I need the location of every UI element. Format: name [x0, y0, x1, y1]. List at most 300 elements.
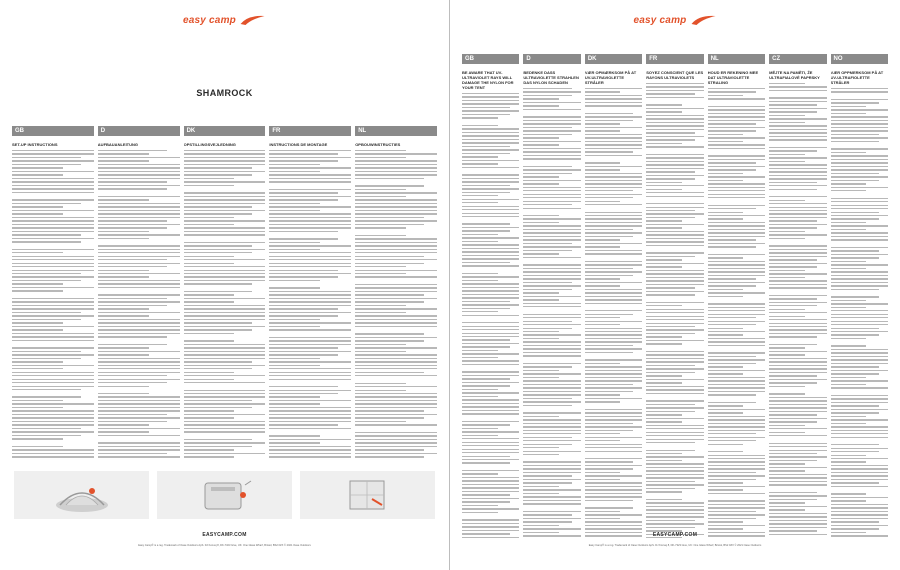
text-line	[769, 382, 817, 383]
text-line	[462, 413, 519, 414]
text-line	[462, 438, 519, 439]
text-line	[585, 194, 642, 195]
text-line	[585, 440, 621, 441]
text-line	[769, 523, 826, 524]
text-line	[585, 253, 642, 254]
text-line	[523, 341, 580, 342]
text-line	[646, 453, 682, 454]
text-line	[585, 387, 642, 388]
text-line	[831, 169, 888, 170]
text-line	[355, 164, 437, 165]
text-line	[269, 337, 351, 338]
text-line	[355, 217, 424, 218]
text-line	[269, 206, 351, 207]
text-line	[646, 509, 703, 510]
text-line	[523, 187, 580, 188]
text-line	[269, 368, 351, 369]
tent-folding-icon	[338, 475, 398, 515]
text-line	[831, 268, 867, 269]
text-line	[184, 361, 253, 362]
text-line	[355, 291, 437, 292]
text-line	[831, 504, 888, 505]
text-line	[831, 475, 888, 476]
illustration-row	[14, 470, 435, 520]
text-line	[523, 123, 580, 124]
text-line	[585, 180, 642, 181]
text-line	[708, 212, 744, 213]
text-line	[831, 296, 879, 297]
text-line	[831, 152, 867, 153]
text-line	[184, 252, 253, 253]
text-line	[184, 358, 266, 359]
text-line	[523, 268, 580, 269]
text-line	[831, 430, 888, 431]
text-line	[355, 298, 437, 299]
text-line	[646, 118, 703, 119]
text-line	[98, 157, 180, 158]
text-line	[831, 166, 888, 167]
text-line	[523, 144, 559, 145]
text-line	[585, 130, 621, 131]
text-line	[98, 365, 180, 366]
text-line	[708, 479, 756, 480]
text-line	[523, 105, 559, 106]
text-line	[523, 334, 580, 335]
text-line	[523, 352, 580, 353]
text-line	[585, 229, 633, 230]
text-line	[523, 194, 580, 195]
text-line	[12, 453, 94, 454]
text-line	[98, 231, 149, 232]
text-line	[585, 525, 642, 526]
text-line	[355, 410, 424, 411]
text-line	[184, 365, 266, 366]
text-line	[462, 403, 519, 404]
text-line	[12, 410, 94, 411]
text-line	[646, 477, 703, 478]
text-line	[708, 159, 765, 160]
text-line	[269, 245, 351, 246]
text-line	[646, 291, 703, 292]
text-line	[708, 310, 765, 311]
text-line	[769, 326, 826, 327]
text-column	[12, 142, 94, 464]
text-line	[523, 475, 571, 476]
text-line	[269, 442, 320, 443]
text-line	[523, 98, 559, 99]
text-line	[646, 404, 694, 405]
text-line	[831, 247, 888, 248]
text-line	[355, 192, 437, 193]
text-line	[12, 160, 94, 161]
text-line	[831, 222, 867, 223]
text-line	[523, 215, 559, 216]
text-line	[708, 303, 765, 304]
text-line	[708, 409, 765, 410]
text-line	[646, 343, 682, 344]
text-line	[523, 257, 580, 258]
text-line	[831, 472, 888, 473]
text-line	[462, 156, 498, 157]
text-line	[585, 127, 642, 128]
text-line	[523, 155, 580, 156]
text-line	[12, 414, 94, 415]
text-line	[269, 347, 338, 348]
text-line	[585, 468, 633, 469]
text-line	[646, 97, 703, 98]
text-line	[184, 256, 235, 257]
text-column	[462, 70, 519, 538]
text-line	[184, 428, 266, 429]
text-line	[523, 451, 580, 452]
text-line	[184, 171, 266, 172]
text-line	[708, 173, 744, 174]
text-line	[12, 181, 94, 182]
text-line	[269, 210, 320, 211]
text-line	[269, 157, 351, 158]
text-line	[708, 120, 765, 121]
text-line	[769, 83, 805, 84]
text-line	[269, 259, 351, 260]
text-line	[523, 338, 559, 339]
text-line	[831, 303, 888, 304]
text-line	[708, 338, 765, 339]
swoosh-icon	[240, 14, 266, 26]
text-line	[708, 440, 756, 441]
text-line	[769, 509, 805, 510]
text-line	[585, 282, 642, 283]
text-line	[769, 347, 805, 348]
text-line	[184, 407, 253, 408]
text-line	[98, 456, 180, 457]
text-line	[98, 312, 180, 313]
brand-name: easy camp	[633, 14, 687, 26]
text-line	[831, 201, 888, 202]
text-line	[646, 407, 703, 408]
text-line	[355, 160, 437, 161]
text-line	[355, 315, 437, 316]
text-line	[98, 178, 180, 179]
text-line	[585, 461, 633, 462]
text-line	[523, 173, 571, 174]
text-line	[462, 195, 498, 196]
text-line	[646, 90, 703, 91]
text-line	[646, 450, 694, 451]
text-line	[355, 210, 437, 211]
text-line	[585, 486, 642, 487]
text-line	[269, 242, 320, 243]
text-line	[769, 157, 826, 158]
text-line	[708, 95, 744, 96]
text-line	[523, 222, 559, 223]
text-line	[585, 482, 642, 483]
text-line	[708, 521, 744, 522]
text-line	[831, 127, 888, 128]
text-line	[831, 321, 888, 322]
text-line	[831, 250, 879, 251]
text-line	[184, 319, 266, 320]
text-line	[646, 442, 694, 443]
text-line	[585, 232, 642, 233]
text-line	[523, 328, 571, 329]
text-line	[646, 224, 703, 225]
text-line	[12, 322, 63, 323]
text-line	[585, 391, 633, 392]
text-line	[585, 201, 621, 202]
text-line	[184, 273, 266, 274]
text-line	[585, 105, 642, 106]
text-line	[708, 261, 765, 262]
text-line	[646, 460, 682, 461]
text-line	[769, 495, 826, 496]
text-line	[269, 393, 338, 394]
text-line	[98, 301, 180, 302]
text-line	[523, 416, 559, 417]
text-line	[12, 266, 94, 267]
text-line	[269, 266, 351, 267]
language-tab: D	[523, 54, 580, 64]
text-line	[98, 305, 167, 306]
text-line	[269, 365, 320, 366]
text-line	[12, 435, 81, 436]
column-heading: BE AWARE THAT UV-ULTRAVIOLET RAYS WILL DAMAGE THE NYLON FOR YOUR TENT	[462, 70, 514, 90]
text-line	[646, 432, 703, 433]
text-line	[831, 324, 888, 325]
text-line	[769, 302, 826, 303]
text-line	[269, 294, 351, 295]
text-line	[523, 511, 580, 512]
text-line	[355, 407, 437, 408]
text-line	[355, 446, 437, 447]
text-line	[831, 384, 867, 385]
text-line	[184, 329, 253, 330]
swoosh-icon	[690, 14, 716, 26]
text-line	[831, 349, 888, 350]
text-line	[184, 231, 266, 232]
text-line	[523, 486, 559, 487]
text-line	[462, 346, 510, 347]
text-line	[769, 125, 826, 126]
text-line	[462, 132, 519, 133]
text-line	[769, 273, 826, 274]
text-column	[98, 142, 180, 464]
column-heading: VÆR OPMÆRKSOM PÅ AT UV-ULTRAVIOLETTE STRÅLER	[584, 70, 637, 85]
text-line	[462, 227, 519, 228]
text-line	[769, 484, 826, 485]
text-line	[269, 203, 320, 204]
text-line	[355, 393, 437, 394]
text-line	[462, 114, 510, 115]
text-line	[769, 154, 805, 155]
text-line	[831, 525, 888, 526]
text-line	[184, 442, 266, 443]
text-line	[269, 189, 351, 190]
text-line	[98, 393, 149, 394]
text-line	[708, 328, 744, 329]
text-line	[708, 236, 765, 237]
text-line	[12, 329, 63, 330]
text-line	[184, 153, 266, 154]
text-line	[831, 109, 888, 110]
website-url: EASYCAMP.COM	[652, 532, 698, 538]
text-line	[831, 102, 879, 103]
text-line	[769, 86, 826, 87]
text-line	[585, 352, 633, 353]
text-line	[585, 275, 633, 276]
text-line	[831, 113, 867, 114]
text-line	[355, 449, 424, 450]
text-line	[269, 386, 338, 387]
text-line	[12, 379, 94, 380]
text-line	[769, 175, 826, 176]
text-line	[269, 340, 351, 341]
text-line	[646, 280, 703, 281]
text-line	[523, 275, 580, 276]
tent-illustration	[157, 471, 292, 519]
text-line	[585, 225, 642, 226]
text-line	[708, 334, 744, 335]
text-line	[769, 516, 826, 517]
text-line	[831, 239, 888, 240]
text-line	[831, 433, 888, 434]
column-heading: OPBOUWINSTRUCTIES	[355, 142, 401, 147]
text-line	[769, 277, 805, 278]
text-line	[646, 414, 682, 415]
text-line	[585, 190, 633, 191]
text-line	[523, 391, 580, 392]
text-line	[355, 386, 437, 387]
text-line	[646, 435, 703, 436]
text-line	[523, 109, 580, 110]
language-tab: FR	[646, 54, 703, 64]
text-line	[523, 127, 571, 128]
tent-illustration	[300, 471, 435, 519]
text-line	[585, 166, 642, 167]
text-line	[462, 389, 498, 390]
text-line	[769, 336, 817, 337]
text-line	[769, 178, 826, 179]
text-line	[769, 280, 826, 281]
text-line	[769, 411, 826, 412]
text-line	[585, 239, 621, 240]
text-line	[355, 174, 437, 175]
text-line	[769, 477, 826, 478]
text-line	[646, 178, 694, 179]
text-line	[462, 315, 519, 316]
text-line	[462, 287, 519, 288]
text-line	[184, 178, 235, 179]
text-line	[646, 302, 703, 303]
text-line	[646, 139, 694, 140]
text-line	[585, 243, 642, 244]
text-line	[831, 359, 888, 360]
text-line	[269, 456, 351, 457]
text-line	[269, 231, 338, 232]
text-line	[585, 162, 621, 163]
text-line	[708, 113, 765, 114]
text-line	[462, 462, 510, 463]
text-line	[585, 144, 642, 145]
text-line	[831, 173, 879, 174]
text-line	[646, 382, 682, 383]
text-line	[523, 500, 580, 501]
text-line	[646, 182, 682, 183]
text-line	[523, 496, 580, 497]
text-line	[646, 104, 682, 105]
text-line	[585, 380, 642, 381]
text-line	[355, 238, 437, 239]
text-line	[98, 329, 180, 330]
text-line	[355, 178, 424, 179]
text-line	[831, 416, 867, 417]
text-line	[831, 159, 888, 160]
text-line	[708, 88, 765, 89]
text-line	[269, 301, 351, 302]
text-line	[585, 289, 642, 290]
text-line	[12, 157, 81, 158]
text-line	[523, 454, 559, 455]
text-line	[462, 336, 519, 337]
text-line	[585, 514, 642, 515]
text-line	[462, 213, 519, 214]
text-line	[462, 378, 510, 379]
text-line	[646, 506, 703, 507]
text-line	[769, 284, 826, 285]
text-line	[12, 400, 63, 401]
text-line	[355, 284, 437, 285]
text-line	[585, 296, 642, 297]
text-line	[98, 417, 180, 418]
text-line	[769, 358, 826, 359]
text-line	[585, 426, 642, 427]
text-line	[585, 359, 642, 360]
text-line	[462, 428, 498, 429]
text-line	[831, 282, 888, 283]
text-line	[184, 242, 266, 243]
text-line	[708, 257, 744, 258]
text-line	[769, 309, 805, 310]
text-line	[646, 263, 703, 264]
text-line	[462, 280, 498, 281]
text-line	[831, 99, 888, 100]
text-line	[355, 337, 437, 338]
text-line	[831, 338, 867, 339]
text-line	[585, 412, 642, 413]
text-line	[98, 298, 167, 299]
text-line	[12, 298, 94, 299]
text-line	[355, 435, 437, 436]
text-line	[12, 192, 94, 193]
text-line	[769, 266, 817, 267]
warning-columns	[462, 70, 888, 538]
text-line	[708, 239, 756, 240]
text-line	[12, 178, 94, 179]
text-line	[462, 163, 498, 164]
text-line	[523, 225, 580, 226]
text-line	[98, 263, 180, 264]
text-line	[98, 372, 180, 373]
brand-name: easy camp	[183, 14, 236, 26]
text-line	[831, 451, 879, 452]
text-line	[646, 523, 703, 524]
language-tab: DK	[184, 126, 266, 136]
text-line	[646, 439, 703, 440]
text-line	[585, 328, 642, 329]
text-line	[646, 319, 703, 320]
text-line	[708, 511, 756, 512]
text-line	[98, 435, 180, 436]
text-line	[646, 463, 703, 464]
